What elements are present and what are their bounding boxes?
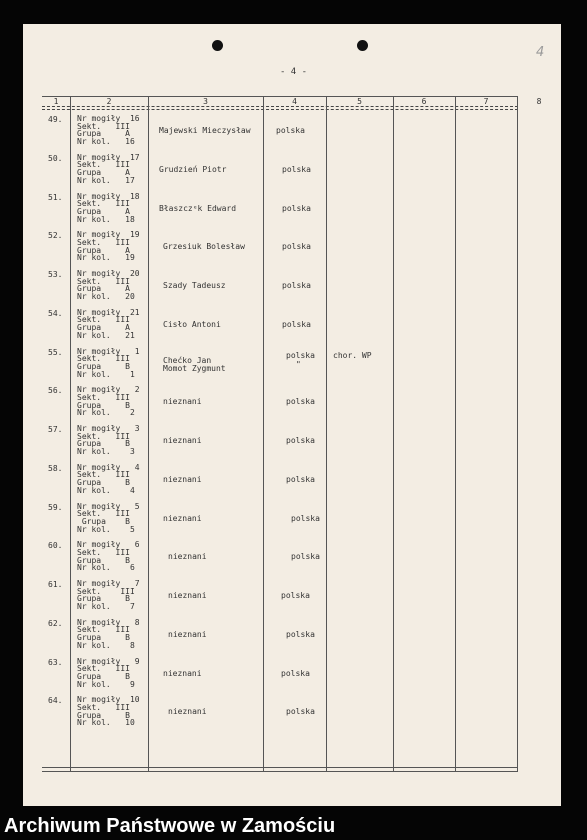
- grave-location-line: Nr mogiły 4: [77, 462, 140, 472]
- row-number: 62.: [48, 618, 63, 628]
- grave-location-line: Nr mogiły 21: [77, 307, 140, 317]
- table-row: [0, 503, 587, 541]
- grave-location-line: Grupa B: [77, 555, 130, 565]
- grave-location-line: Grupa B: [77, 361, 130, 371]
- grave-location-line: Sekt. III: [77, 586, 135, 596]
- row-number: 51.: [48, 192, 63, 202]
- pencil-page-mark: 4: [536, 45, 545, 60]
- archive-footer: Archiwum Państwowe w Zamościu: [4, 815, 336, 837]
- grave-location-line: Grupa B: [77, 478, 130, 488]
- punch-hole-left: [212, 40, 223, 51]
- row-number: 59.: [48, 502, 63, 512]
- grave-location-line: Nr mogiły 17: [77, 152, 140, 162]
- grave-location: [77, 619, 140, 650]
- row-number: 55.: [48, 347, 63, 357]
- row-number: 54.: [48, 308, 63, 318]
- row-number: 61.: [48, 580, 63, 589]
- person-name: nieznani: [168, 629, 207, 639]
- nationality: polska: [286, 629, 315, 639]
- grave-location-line: Nr mogiły 3: [77, 424, 140, 433]
- column-header: 7: [483, 97, 489, 106]
- grave-location: [77, 464, 140, 495]
- person-name: Grzesiuk Bolesław: [163, 242, 245, 252]
- row-number: 57.: [48, 425, 63, 434]
- table-row: [0, 154, 587, 192]
- column-header: 3: [203, 97, 208, 106]
- grave-location: [77, 541, 140, 572]
- grave-location-line: Grupa B: [77, 439, 130, 449]
- table-row: [0, 464, 587, 502]
- table-row: [0, 696, 587, 734]
- table-row: [0, 309, 587, 347]
- nationality: polska: [281, 591, 310, 600]
- grave-location-line: Nr mogiły 6: [77, 540, 140, 550]
- grave-location-line: Sekt. III: [77, 547, 130, 557]
- grave-location-line: Sekt. III: [77, 315, 130, 325]
- grave-location-line: Nr kol. 5: [77, 524, 135, 534]
- remark: chor. WP: [333, 350, 372, 360]
- grave-location-line: Nr kol. 2: [77, 408, 135, 418]
- grave-location: [77, 270, 140, 301]
- punch-hole-right: [357, 40, 368, 51]
- column-header: 8: [536, 97, 542, 106]
- person-name: nieznani: [163, 513, 202, 523]
- nationality-ditto-mark: ": [296, 359, 301, 369]
- nationality: polska: [291, 513, 320, 523]
- grave-location-line: Nr kol. 9: [77, 679, 135, 689]
- table-row: [0, 386, 587, 424]
- table-row: [0, 231, 587, 269]
- person-name: nieznani: [163, 397, 202, 407]
- grave-location-line: Sekt. III: [77, 470, 130, 480]
- grave-location-line: Nr mogiły 19: [77, 230, 140, 240]
- nationality: polska: [282, 203, 311, 213]
- grave-location-line: Nr mogiły 1: [77, 346, 140, 356]
- table-row: [0, 425, 587, 463]
- person-name-second: Momot Zygmunt: [163, 363, 226, 373]
- grave-location-line: Sekt. III: [77, 354, 130, 364]
- nationality: polska: [282, 242, 311, 252]
- row-number: 50.: [48, 153, 63, 163]
- grave-location-line: Sekt. III: [77, 625, 130, 635]
- grave-location: [77, 425, 140, 456]
- nationality: polska: [286, 436, 315, 445]
- nationality: polska: [282, 319, 311, 329]
- grave-location-line: Nr mogiły 20: [77, 269, 140, 278]
- row-number: 53.: [48, 270, 63, 279]
- grave-location-line: Sekt. III: [77, 199, 130, 209]
- grave-location-line: Grupa B: [77, 671, 130, 681]
- grave-location-line: Grupa A: [77, 168, 130, 178]
- person-name: nieznani: [163, 668, 202, 678]
- row-number: 64.: [48, 696, 63, 706]
- nationality: polska: [276, 126, 305, 135]
- grave-location-line: Nr mogiły 10: [77, 695, 140, 705]
- nationality: polska: [286, 707, 315, 717]
- grave-location-line: Sekt. III: [77, 509, 130, 519]
- table-row: [0, 619, 587, 657]
- column-header: 6: [421, 97, 427, 106]
- row-number: 63.: [48, 657, 63, 667]
- grave-location-line: Nr mogiły 8: [77, 617, 140, 627]
- table-row: [0, 580, 587, 618]
- grave-location-line: Nr mogiły 16: [77, 114, 140, 123]
- grave-location: [77, 348, 140, 379]
- grave-location-line: Nr kol. 18: [77, 214, 135, 224]
- grave-location-line: Grupa B: [77, 710, 130, 720]
- column-header: 1: [53, 97, 59, 106]
- grave-location-line: Nr kol. 17: [77, 175, 135, 185]
- person-name: Chećko Jan: [163, 355, 212, 365]
- column-header: 2: [106, 97, 112, 106]
- row-number: 52.: [48, 231, 63, 241]
- grave-location-line: Grupa A: [77, 245, 130, 255]
- table-row: [0, 348, 587, 386]
- column-header: 4: [292, 97, 297, 106]
- grave-location: [77, 658, 140, 689]
- row-number: 58.: [48, 463, 63, 473]
- row-number: 56.: [48, 386, 63, 396]
- grave-location-line: Nr kol. 7: [77, 602, 135, 612]
- grave-location-line: Nr kol. 19: [77, 253, 135, 263]
- grave-location-line: Sekt. III: [77, 276, 130, 286]
- grave-location-line: Nr kol. 16: [77, 137, 135, 147]
- grave-location-line: Sekt. III: [77, 160, 130, 170]
- nationality: polska: [286, 474, 315, 484]
- grave-location-line: Nr mogiły 5: [77, 501, 140, 511]
- page-number: - 4 -: [279, 67, 308, 77]
- person-name: Majewski Mieczysław: [159, 126, 251, 135]
- grave-location-line: Sekt. III: [77, 392, 130, 402]
- grave-location-line: Nr kol. 4: [77, 485, 135, 495]
- grave-location-line: Grupa B: [77, 400, 130, 410]
- grave-location-line: Grupa A: [77, 284, 130, 294]
- person-name: Grudzień Piotr: [159, 164, 227, 174]
- grave-location: [77, 309, 140, 340]
- grave-location-line: Sekt. III: [77, 237, 130, 247]
- grave-location: [77, 231, 140, 262]
- person-name: nieznani: [168, 591, 207, 600]
- row-number: 60.: [48, 541, 63, 551]
- person-name: Szady Tadeusz: [163, 281, 226, 290]
- grave-location-line: Nr mogiły 9: [77, 656, 140, 666]
- person-name: nieznani: [168, 707, 207, 717]
- grave-location: [77, 115, 140, 146]
- grave-location-line: Sekt. III: [77, 121, 130, 131]
- person-name: nieznani: [163, 436, 202, 445]
- nationality: polska: [286, 350, 315, 360]
- person-name: nieznani: [168, 552, 207, 562]
- grave-location-line: Grupa B: [77, 516, 130, 526]
- grave-location-line: Nr mogiły 18: [77, 191, 140, 201]
- grave-location-line: Nr kol. 21: [77, 330, 135, 340]
- table-row: [0, 541, 587, 579]
- table-row: [0, 115, 587, 153]
- grave-location: [77, 386, 140, 417]
- table-row: [0, 193, 587, 231]
- table-row: [0, 658, 587, 696]
- person-name: nieznani: [163, 474, 202, 484]
- grave-location: [77, 154, 140, 185]
- column-header: 5: [357, 97, 362, 106]
- grave-location-line: Nr kol. 20: [77, 292, 135, 302]
- grave-location-line: Nr mogiły 7: [77, 579, 140, 588]
- grave-location-line: Grupa A: [77, 129, 130, 139]
- grave-location-line: Nr mogiły 2: [77, 385, 140, 395]
- person-name: Błaszczᵉk Edward: [159, 203, 237, 213]
- grave-location-line: Nr kol. 3: [77, 447, 135, 457]
- grave-location-line: Sekt. III: [77, 702, 130, 712]
- person-name: Cisło Antoni: [163, 319, 221, 329]
- row-number: 49.: [48, 115, 63, 124]
- grave-location-line: Grupa B: [77, 594, 130, 604]
- grave-location: [77, 580, 140, 611]
- grave-location-line: Grupa A: [77, 323, 130, 333]
- grave-location-line: Sekt. III: [77, 431, 130, 441]
- grave-location-line: Nr kol. 10: [77, 718, 135, 728]
- nationality: polska: [282, 281, 311, 290]
- nationality: polska: [291, 552, 320, 562]
- nationality: polska: [281, 668, 310, 678]
- nationality: polska: [282, 164, 311, 174]
- grave-location-line: Nr kol. 1: [77, 369, 135, 379]
- table-row: [0, 270, 587, 308]
- grave-location: [77, 503, 140, 534]
- grave-location-line: Sekt. III: [77, 664, 130, 674]
- grave-location: [77, 696, 140, 727]
- grave-location-line: Grupa B: [77, 633, 130, 643]
- grave-location-line: Nr kol. 8: [77, 640, 135, 650]
- grave-location-line: Grupa A: [77, 206, 130, 216]
- grave-location-line: Nr kol. 6: [77, 563, 135, 573]
- grave-location: [77, 193, 140, 224]
- nationality: polska: [286, 397, 315, 407]
